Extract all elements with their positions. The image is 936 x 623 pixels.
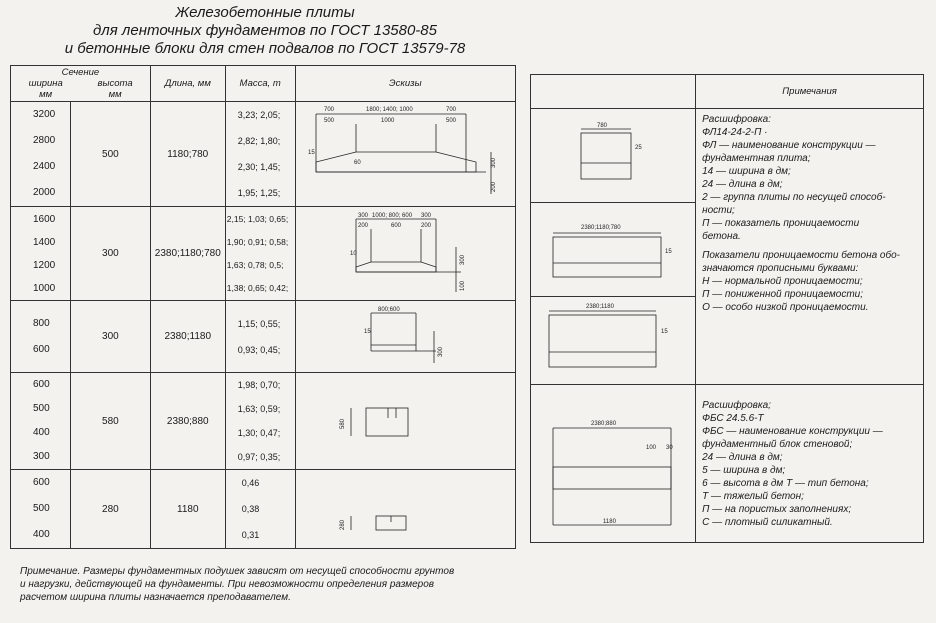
svg-text:15: 15 bbox=[363, 329, 371, 335]
svg-text:200: 200 bbox=[357, 223, 368, 229]
table-row: 3200 2800 2400 2000 500 1180;780 3,23; 2,05; 2,82; 1,80; 2,30; 1,45; 1,95; 1,25; 700 500 1800; 1400; 1000 1000 700 500 15 60 300 200 bbox=[11, 102, 516, 207]
svg-text:25: 25 bbox=[635, 145, 642, 151]
table-row: 600 500 400 280 1180 0,46 0,38 0,31 280 bbox=[11, 470, 516, 549]
svg-text:15: 15 bbox=[661, 329, 668, 335]
note-fl: Расшифровка: ФЛ14-24-2-П · ФЛ — наименование конструкции — фундаментная плита; 14 — ширина в дм; 24 — длина в дм; 2 — группа плиты по несущей способ- ности; П — показатель проницаемости бетона. Показатели проницаемости бетона обо- значаются прописными буквами: Н — нормальной проницаемости; П — пониженной проницаемости; О — особо низкой проницаемости. bbox=[696, 109, 924, 385]
sketch-fbs-low bbox=[295, 470, 515, 549]
svg-text:1000; 800; 600: 1000; 800; 600 bbox=[371, 213, 412, 219]
bottom-note: Примечание. Размеры фундаментных подушек зависят от несущей способности грунтов и нагрузки, действующей на фундаменты. При невозможности определения размеров расчетом ширина плиты назначается преподавателем. bbox=[20, 566, 455, 603]
svg-text:30: 30 bbox=[666, 445, 673, 451]
svg-text:780: 780 bbox=[597, 123, 608, 129]
svg-text:1000: 1000 bbox=[380, 118, 394, 124]
section-header: Сечение ширина мм высота мм bbox=[11, 66, 151, 102]
sketch-plate-side-short bbox=[531, 297, 696, 385]
svg-text:300: 300 bbox=[490, 157, 497, 168]
height-header: высота мм bbox=[97, 78, 133, 100]
svg-text:700: 700 bbox=[445, 107, 456, 113]
svg-text:60: 60 bbox=[353, 160, 361, 166]
svg-text:300: 300 bbox=[420, 213, 431, 219]
mass-header: Масса, т bbox=[225, 66, 295, 102]
main-table bbox=[10, 65, 516, 549]
svg-text:200: 200 bbox=[490, 181, 497, 192]
svg-text:15: 15 bbox=[665, 249, 672, 255]
length-header: Длина, мм bbox=[150, 66, 225, 102]
sketch-fl-wide bbox=[295, 102, 515, 207]
svg-text:700: 700 bbox=[323, 107, 334, 113]
svg-text:2380;1180: 2380;1180 bbox=[586, 304, 614, 310]
svg-text:800;600: 800;600 bbox=[377, 307, 400, 313]
doc-title-line3: и бетонные блоки для стен подвалов по ГОСТ 13579-78 bbox=[64, 40, 466, 57]
doc-title-line2: для ленточных фундаментов по ГОСТ 13580-85 bbox=[93, 22, 437, 39]
svg-text:300: 300 bbox=[437, 346, 444, 357]
table-row: 1600 1400 1200 1000 300 2380;1180;780 2,15; 1,03; 0,65; 1,90; 0,91; 0,58; 1,63; 0,78; 0,5; 1,38; 0,65; 0,42; 300 200 1000; 800; 600 600 300 200 10 300 100 bbox=[11, 207, 516, 301]
svg-text:280: 280 bbox=[339, 519, 346, 530]
svg-text:300: 300 bbox=[459, 254, 466, 265]
right-sketch-header bbox=[531, 75, 696, 109]
svg-text:500: 500 bbox=[323, 118, 334, 124]
table-row: 600 500 400 300 580 2380;880 1,98; 0,70; 1,63; 0,59; 1,30; 0,47; 0,97; 0,35; 580 bbox=[11, 373, 516, 470]
sketch-header: Эскизы bbox=[295, 66, 515, 102]
svg-text:580: 580 bbox=[339, 418, 346, 429]
svg-text:600: 600 bbox=[390, 223, 401, 229]
svg-text:1180: 1180 bbox=[603, 519, 616, 525]
svg-text:10: 10 bbox=[349, 251, 357, 257]
note-fbs: Расшифровка; ФБС 24.5.6-Т ФБС — наименование конструкции — фундаментный блок стеновой; 24 — длина в дм; 5 — ширина в дм; 6 — высота в дм Т — тип бетона; Т — тяжелый бетон; П — на пористых заполнениях; С — плотный силикатный. bbox=[696, 385, 924, 543]
table-row: 800 600 300 2380;1180 1,15; 0,55; 0,93; 0,45; 800;600 15 300 bbox=[11, 301, 516, 373]
svg-text:2380;1180;780: 2380;1180;780 bbox=[581, 225, 621, 231]
sketch-plate-side-long bbox=[531, 203, 696, 297]
svg-text:15: 15 bbox=[307, 150, 315, 156]
sketch-fbs-tall bbox=[295, 373, 515, 470]
svg-text:300: 300 bbox=[357, 213, 368, 219]
width-header: ширина мм bbox=[28, 78, 63, 100]
table-row bbox=[531, 385, 924, 543]
sketch-plate-section bbox=[531, 109, 696, 203]
svg-text:500: 500 bbox=[445, 118, 456, 124]
sketch-block-side bbox=[531, 385, 696, 543]
svg-text:2380;880: 2380;880 bbox=[591, 421, 617, 427]
svg-text:100: 100 bbox=[646, 445, 657, 451]
svg-text:200: 200 bbox=[420, 223, 431, 229]
notes-table bbox=[530, 74, 924, 543]
svg-text:1800; 1400; 1000: 1800; 1400; 1000 bbox=[365, 107, 413, 113]
sketch-fl-narrow bbox=[295, 301, 515, 373]
svg-text:100: 100 bbox=[459, 280, 466, 291]
notes-header: Примечания bbox=[696, 75, 924, 109]
sketch-fl-medium bbox=[295, 207, 515, 301]
table-row bbox=[531, 109, 924, 203]
doc-title-line1: Железобетонные плиты bbox=[175, 4, 355, 21]
